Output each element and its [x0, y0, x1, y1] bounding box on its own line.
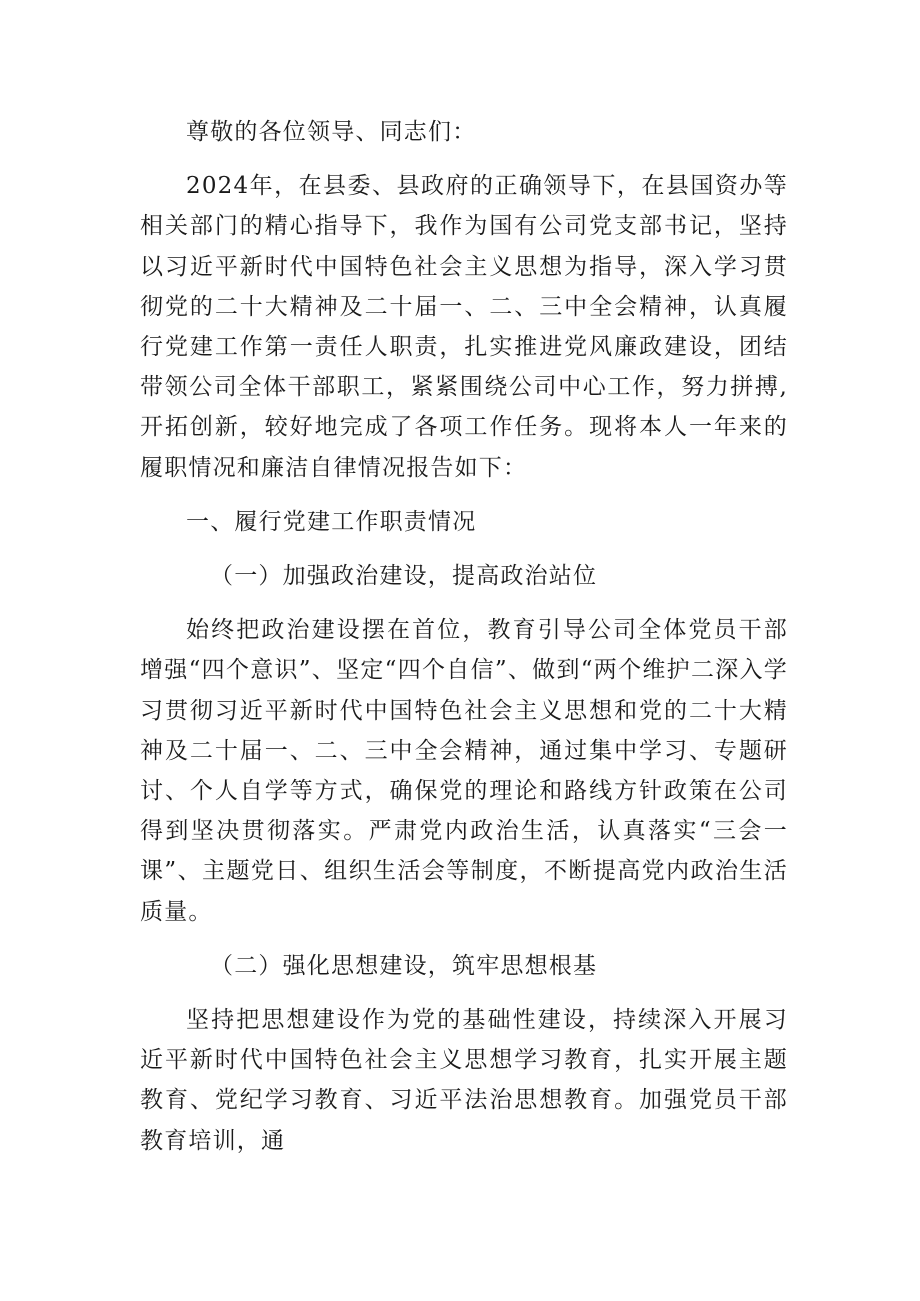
subsection-1-body: 始终把政治建设摆在首位，教育引导公司全体党员干部增强“四个意识”、坚定“四个自信”、做到“两个维护二深入学习贯彻习近平新时代中国特色社会主义思想和党的二十大精神及二十届一、二、三中全会精神，通过集中学习、专题研讨、个人自学等方式，确保党的理论和路线方针政策在公司得到坚决贯彻落实。严肃党内政治生活，认真落实“三会一课”、主题党日、组织生活会等制度，不断提高党内政治生活质量。	[140, 617, 788, 925]
subsection-2-heading: （二）强化思想建设，筑牢思想根基	[210, 952, 598, 979]
subsection-2-body: 坚持把思想建设作为党的基础性建设，持续深入开展习近平新时代中国特色社会主义思想学习教育，扎实开展主题教育、党纪学习教育、习近平法治思想教育。加强党员干部教育培训，通	[140, 1007, 788, 1154]
intro-paragraph: 2024年，在县委、县政府的正确领导下，在县国资办等相关部门的精心指导下，我作为国有公司党支部书记，坚持以习近平新时代中国特色社会主义思想为指导，深入学习贯彻党的二十大精神及二十届一、二、三中全会精神，认真履行党建工作第一责任人职责，扎实推进党风廉政建设，团结带领公司全体干部职工，紧紧围绕公司中心工作，努力拼搏,开拓创新，较好地完成了各项工作任务。现将本人一年来的履职情况和廉洁自律情况报告如下：	[140, 173, 788, 481]
subsection-1-heading: （一）加强政治建设，提高政治站位	[210, 563, 598, 590]
section-1-heading: 一、履行党建工作职责情况	[186, 508, 477, 535]
salutation: 尊敬的各位领导、同志们：	[186, 119, 477, 145]
